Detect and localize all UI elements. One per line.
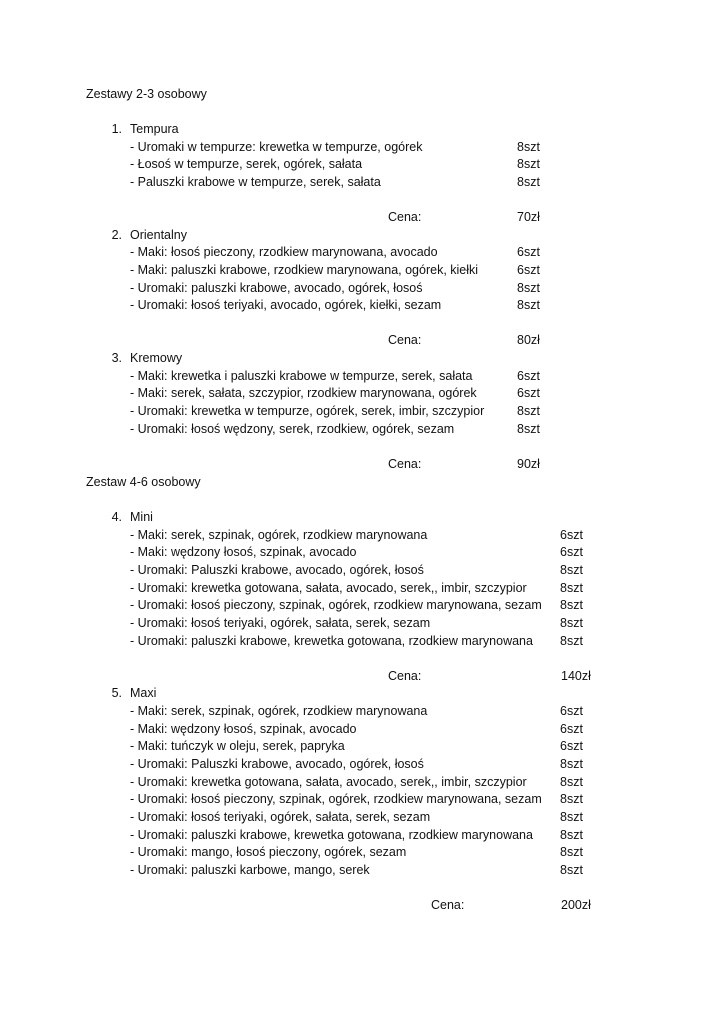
price-value: 80zł: [517, 333, 540, 347]
item-description: - Uromaki: Paluszki krabowe, avocado, ogórek, łosoś: [130, 563, 424, 577]
section-title: Zestaw 4-6 osobowy: [86, 475, 201, 489]
set-name: Orientalny: [130, 228, 187, 242]
item-description: - Uromaki: paluszki krabowe, krewetka gotowana, rzodkiew marynowana: [130, 828, 533, 842]
item-description: - Maki: serek, szpinak, ogórek, rzodkiew marynowana: [130, 704, 428, 718]
item-quantity: 6szt: [517, 369, 540, 383]
item-quantity: 6szt: [517, 263, 540, 277]
item-description: - Maki: łosoś pieczony, rzodkiew marynowana, avocado: [130, 245, 438, 259]
item-description: - Uromaki: krewetka gotowana, sałata, avocado, serek,, imbir, szczypior: [130, 775, 527, 789]
price-label: Cena:: [431, 898, 465, 912]
price-value: 200zł: [561, 898, 591, 912]
set-number: 4.: [111, 510, 122, 524]
price-value: 70zł: [517, 210, 540, 224]
item-description: - Maki: serek, szpinak, ogórek, rzodkiew marynowana: [130, 528, 428, 542]
price-label: Cena:: [388, 333, 422, 347]
item-quantity: 8szt: [560, 598, 583, 612]
price-label: Cena:: [388, 210, 422, 224]
item-quantity: 8szt: [517, 422, 540, 436]
item-description: - Uromaki: łosoś teriyaki, ogórek, sałata, serek, sezam: [130, 616, 431, 630]
set-number: 5.: [111, 686, 122, 700]
item-description: - Uromaki: paluszki krabowe, avocado, ogórek, łosoś: [130, 281, 423, 295]
item-quantity: 6szt: [517, 386, 540, 400]
set-number: 1.: [111, 122, 122, 136]
section-title: Zestawy 2-3 osobowy: [86, 87, 207, 101]
item-quantity: 8szt: [560, 845, 583, 859]
item-description: - Uromaki w tempurze: krewetka w tempurze, ogórek: [130, 140, 423, 154]
price-value: 90zł: [517, 457, 540, 471]
item-description: - Uromaki: paluszki karbowe, mango, serek: [130, 863, 370, 877]
item-quantity: 8szt: [560, 581, 583, 595]
item-description: - Uromaki: paluszki krabowe, krewetka gotowana, rzodkiew marynowana: [130, 634, 533, 648]
item-description: - Uromaki: łosoś pieczony, szpinak, ogórek, rzodkiew marynowana, sezam: [130, 792, 542, 806]
price-label: Cena:: [388, 669, 422, 683]
item-description: - Maki: paluszki krabowe, rzodkiew marynowana, ogórek, kiełki: [130, 263, 479, 277]
item-quantity: 8szt: [517, 140, 540, 154]
item-description: - Uromaki: mango, łosoś pieczony, ogórek, sezam: [130, 845, 407, 859]
item-description: - Uromaki: łosoś teriyaki, ogórek, sałata, serek, sezam: [130, 810, 431, 824]
item-quantity: 8szt: [560, 563, 583, 577]
item-quantity: 6szt: [560, 545, 583, 559]
set-name: Tempura: [130, 122, 179, 136]
set-number: 3.: [111, 351, 122, 365]
item-description: - Uromaki: krewetka gotowana, sałata, avocado, serek,, imbir, szczypior: [130, 581, 527, 595]
item-quantity: 8szt: [560, 775, 583, 789]
price-value: 140zł: [561, 669, 591, 683]
item-quantity: 8szt: [517, 281, 540, 295]
item-quantity: 8szt: [560, 757, 583, 771]
set-name: Kremowy: [130, 351, 183, 365]
item-quantity: 8szt: [560, 828, 583, 842]
item-description: - Łosoś w tempurze, serek, ogórek, sałata: [130, 157, 363, 171]
price-label: Cena:: [388, 457, 422, 471]
set-name: Mini: [130, 510, 153, 524]
item-quantity: 6szt: [560, 704, 583, 718]
item-quantity: 8szt: [517, 157, 540, 171]
item-description: - Uromaki: łosoś wędzony, serek, rzodkiew, ogórek, sezam: [130, 422, 455, 436]
item-description: - Uromaki: Paluszki krabowe, avocado, ogórek, łosoś: [130, 757, 424, 771]
item-quantity: 8szt: [517, 175, 540, 189]
item-description: - Maki: krewetka i paluszki krabowe w tempurze, serek, sałata: [130, 369, 473, 383]
item-quantity: 6szt: [517, 245, 540, 259]
item-description: - Maki: wędzony łosoś, szpinak, avocado: [130, 545, 357, 559]
item-quantity: 6szt: [560, 722, 583, 736]
item-description: - Uromaki: łosoś pieczony, szpinak, ogórek, rzodkiew marynowana, sezam: [130, 598, 542, 612]
item-quantity: 8szt: [560, 863, 583, 877]
set-number: 2.: [111, 228, 122, 242]
item-quantity: 8szt: [517, 404, 540, 418]
item-description: - Uromaki: krewetka w tempurze, ogórek, serek, imbir, szczypior: [130, 404, 485, 418]
item-description: - Paluszki krabowe w tempurze, serek, sałata: [130, 175, 381, 189]
item-quantity: 8szt: [560, 616, 583, 630]
item-description: - Maki: serek, sałata, szczypior, rzodkiew marynowana, ogórek: [130, 386, 477, 400]
item-quantity: 8szt: [560, 792, 583, 806]
item-quantity: 6szt: [560, 739, 583, 753]
item-quantity: 8szt: [560, 810, 583, 824]
item-description: - Maki: tuńczyk w oleju, serek, papryka: [130, 739, 345, 753]
item-description: - Maki: wędzony łosoś, szpinak, avocado: [130, 722, 357, 736]
item-quantity: 8szt: [560, 634, 583, 648]
item-quantity: 8szt: [517, 298, 540, 312]
set-name: Maxi: [130, 686, 157, 700]
item-quantity: 6szt: [560, 528, 583, 542]
item-description: - Uromaki: łosoś teriyaki, avocado, ogórek, kiełki, sezam: [130, 298, 442, 312]
